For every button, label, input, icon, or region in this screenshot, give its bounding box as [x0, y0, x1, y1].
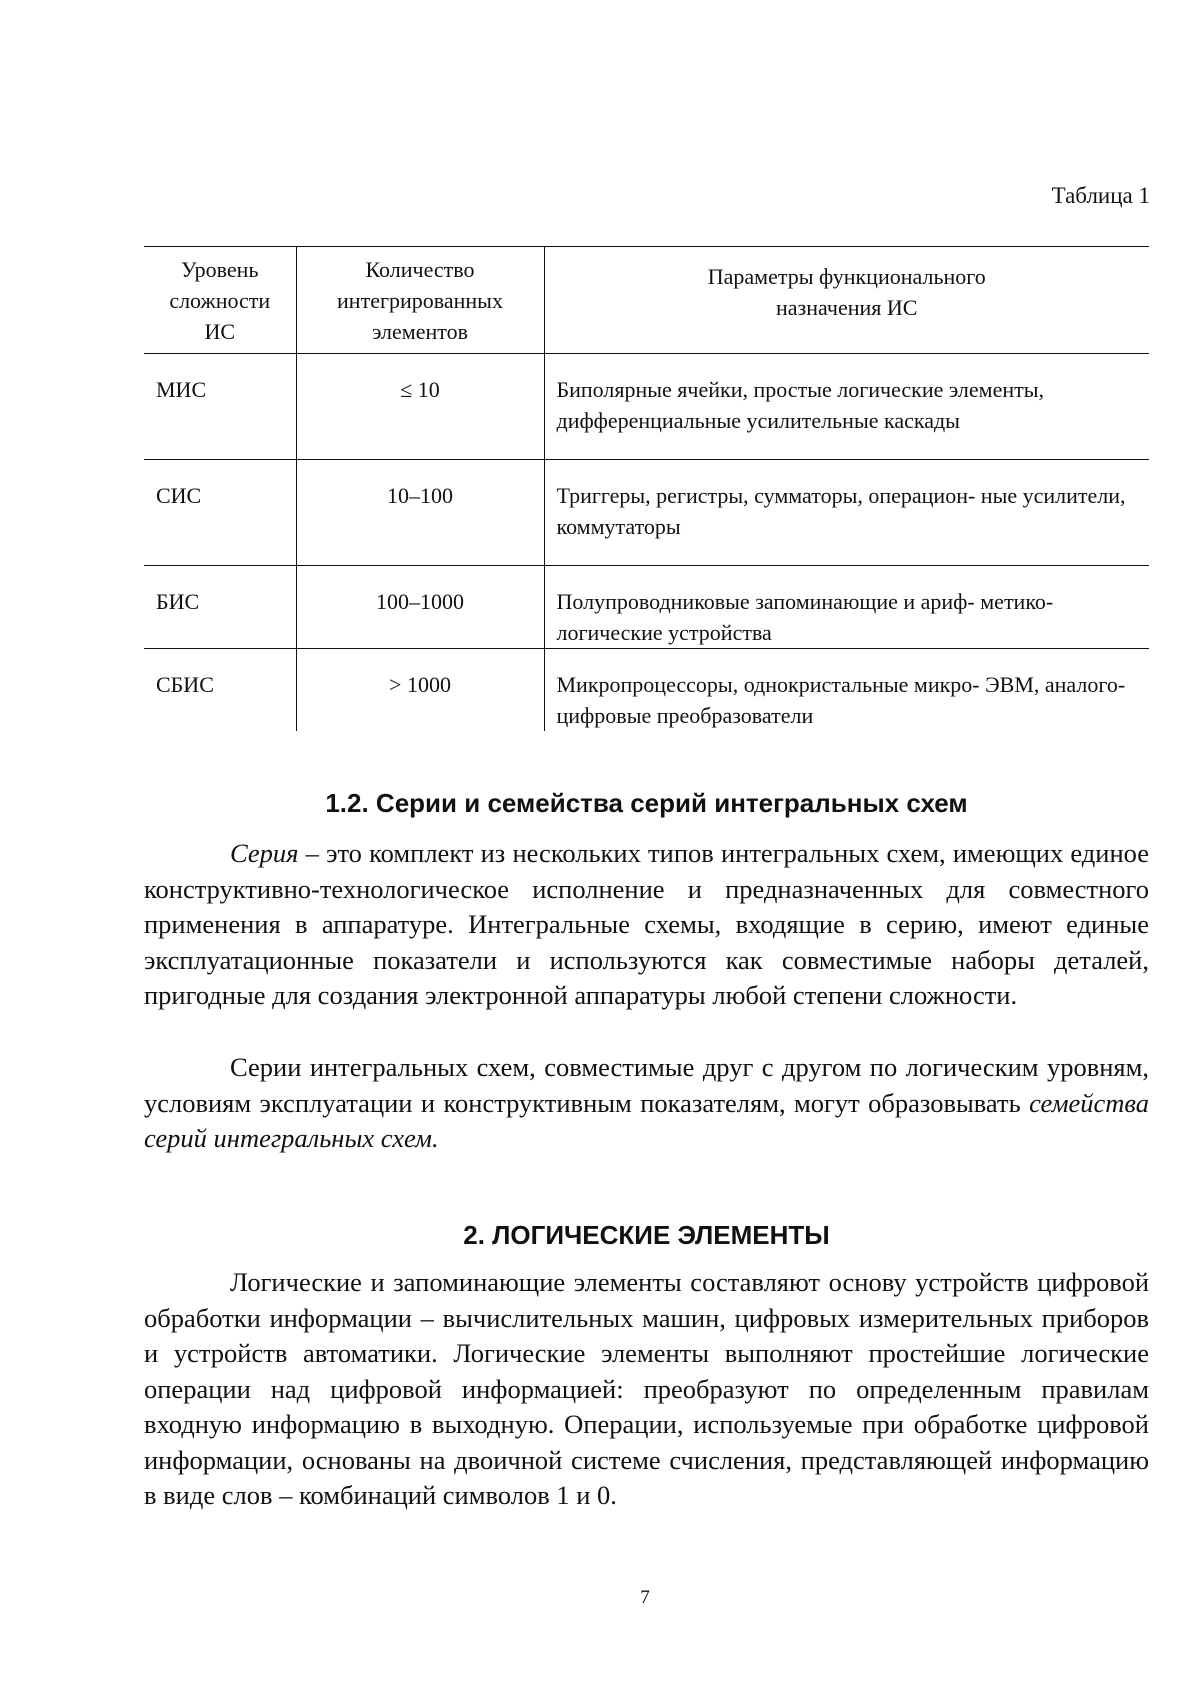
- paragraph-series-families: [144, 1050, 1149, 1157]
- cell-params: Микропроцессоры, однокристальные микро- ЭВМ, аналого-цифровые преобразователи: [556, 672, 1126, 728]
- header-count-line: элементов: [372, 319, 468, 344]
- table-row: [144, 460, 1149, 566]
- paragraph-text: Серии интегральных схем, совместимые друг с другом по логическим уровням, условиям эксплуатации и конструктивным показателям, могут образовывать: [144, 1052, 1149, 1118]
- cell-level: СИС: [144, 460, 296, 566]
- header-params-line: назначения ИС: [776, 295, 918, 320]
- cell-count: 100–1000: [296, 566, 544, 649]
- cell-count: ≤ 10: [296, 354, 544, 460]
- cell-params: Полупроводниковые запоминающие и ариф- метико-логические устройства: [544, 566, 1149, 649]
- paragraph-series-definition: [144, 836, 1149, 1014]
- header-level-line: ИС: [204, 319, 236, 344]
- table-header-row: [144, 247, 1149, 354]
- cell-count: 10–100: [296, 460, 544, 566]
- table-row: [144, 649, 1149, 732]
- header-count-line: Количество: [365, 257, 475, 282]
- header-level: [144, 247, 296, 354]
- paragraph-logic-elements: [144, 1265, 1149, 1514]
- cell-params: Биполярные ячейки, простые логические элементы, дифференциальные усилительные каскады: [544, 354, 1149, 460]
- paragraph-text: Логические и запоминающие элементы составляют основу устройств цифровой обработки информации – вычислительных машин, цифровых измерительных приборов и устройств автоматики. Логические элементы выполняют простейшие логические операции над цифровой информацией: преобразуют по определенным правилам входную информацию в выходную. Операции, используемые при обработке цифровой информации, основаны на двоичной системе счисления, представляющей информацию в виде слов – комбинаций символов 1 и 0.: [144, 1267, 1149, 1510]
- cell-level: БИС: [144, 566, 296, 649]
- page-number: 7: [640, 1587, 650, 1608]
- section-heading-1-2: 1.2. Серии и семейства серий интегральных схем: [325, 788, 968, 818]
- table-row: [144, 566, 1149, 649]
- header-level-line: Уровень: [181, 257, 259, 282]
- cell-level: СБИС: [144, 649, 296, 732]
- table-row: [144, 354, 1149, 460]
- term-series: Серия: [230, 838, 299, 868]
- table-caption: Таблица 1: [1051, 183, 1150, 208]
- paragraph-text: – это комплект из нескольких типов интегральных схем, имеющих единое конструктивно-технологическое исполнение и предназначенных для совместного применения в аппаратуре. Интегральные схемы, входящие в серию, имеют единые эксплуатационные показатели и используются как совместимые наборы деталей, пригодные для создания электронной аппаратуры любой степени сложности.: [144, 838, 1149, 1010]
- cell-level: МИС: [144, 354, 296, 460]
- header-count: [296, 247, 544, 354]
- ic-complexity-table: [144, 246, 1149, 731]
- cell-count: > 1000: [296, 649, 544, 732]
- header-params-line: Параметры функционального: [707, 264, 986, 289]
- header-params: [544, 247, 1149, 354]
- header-level-line: сложности: [169, 288, 271, 313]
- section-heading-2: 2. ЛОГИЧЕСКИЕ ЭЛЕМЕНТЫ: [463, 1220, 830, 1250]
- header-count-line: интегрированных: [337, 288, 503, 313]
- term-series-families: семейства серий интегральных схем.: [144, 1087, 1149, 1153]
- cell-params: Триггеры, регистры, сумматоры, операцион- ные усилители, коммутаторы: [544, 460, 1149, 566]
